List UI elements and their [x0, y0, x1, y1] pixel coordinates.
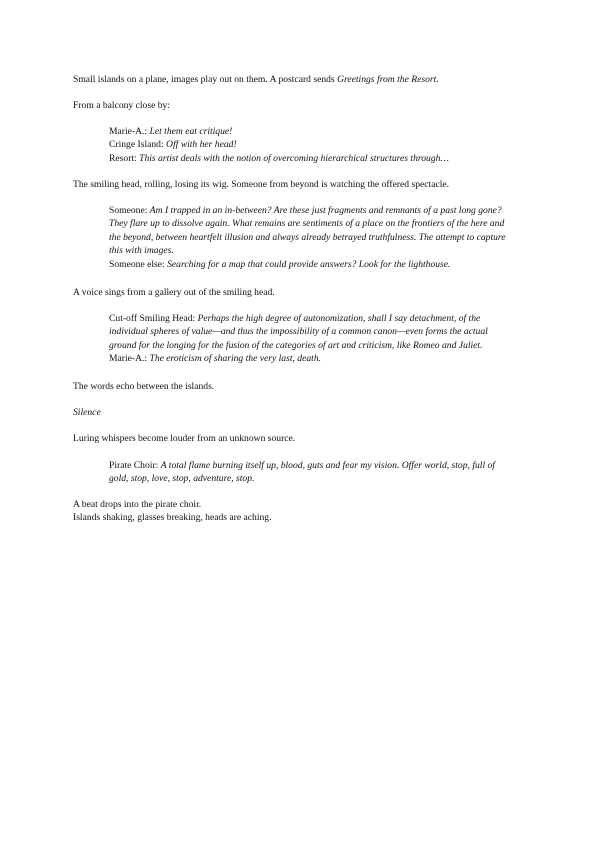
dialogue-line — [109, 312, 480, 325]
text: . — [436, 74, 439, 85]
dialogue-line — [109, 125, 232, 138]
speech: individual spheres of value—and thus the impossibility of a common canon—even forms the actual — [109, 326, 488, 337]
speaker: Marie-A.: — [109, 126, 150, 137]
speaker: Marie-A.: — [109, 353, 150, 364]
speaker: Cringe Island: — [109, 139, 167, 150]
dialogue-line — [109, 459, 495, 472]
dialogue-line — [109, 204, 502, 217]
speech: A total flame burning itself up, blood, guts and fear my vision. Offer world, stop, full of — [160, 460, 495, 471]
speech: Searching for a map that could provide answers? Look for the lighthouse. — [167, 259, 451, 270]
speech: Perhaps the high degree of autonomization, shall I say detachment, of the — [197, 313, 481, 324]
speech: this with images. — [109, 245, 174, 256]
speech-continued — [109, 472, 254, 485]
paragraph: Luring whispers become louder from an unknown source. — [73, 433, 296, 444]
dialogue-line — [109, 352, 321, 365]
dialogue-line — [109, 152, 449, 165]
speech-continued — [109, 244, 174, 257]
italic-text: Greetings from the Resort — [337, 74, 437, 85]
speech-continued — [109, 325, 488, 338]
italic-text: Silence — [73, 407, 101, 418]
paragraph: From a balcony close by: — [73, 100, 170, 111]
speech-continued — [109, 217, 504, 230]
speech-continued — [109, 339, 483, 352]
speech: The eroticism of sharing the very last, death. — [149, 353, 322, 364]
paragraph: The words echo between the islands. — [73, 381, 215, 392]
paragraph: A voice sings from a gallery out of the smiling head. — [73, 287, 275, 298]
paragraph — [73, 73, 439, 86]
speech: Am I trapped in an in-between? Are these just fragments and remnants of a past long gone? — [149, 205, 502, 216]
paragraph: Islands shaking, glasses breaking, heads are aching. — [73, 512, 272, 523]
speech: ground for the longing for the fusion of the categories of art and criticism, like Romeo and Juliet. — [109, 340, 483, 351]
speech: They flare up to dissolve again. What remains are sentiments of a place on the frontiers of the here and — [109, 218, 505, 229]
text: Small islands on a plane, images play out on them. A postcard sends — [73, 74, 338, 85]
paragraph: A beat drops into the pirate choir. — [73, 499, 202, 510]
speaker: Resort: — [109, 153, 140, 164]
dialogue-line — [109, 138, 237, 151]
speech: gold, stop, love, stop, adventure, stop. — [109, 473, 255, 484]
dialogue-line — [109, 258, 450, 271]
speech-continued — [109, 231, 506, 244]
speech: the beyond, between heartfelt illusion and always already betrayed truthfulness. The attempt to capture — [109, 232, 506, 243]
paragraph: The smiling head, rolling, losing its wig. Someone from beyond is watching the offered spectacle. — [73, 179, 450, 190]
speaker: Pirate Choir: — [109, 460, 161, 471]
speaker: Cut-off Smiling Head: — [109, 313, 198, 324]
paragraph-italic — [73, 406, 101, 419]
speaker: Someone: — [109, 205, 150, 216]
speech: Off with her head! — [166, 139, 237, 150]
speech: This artist deals with the notion of overcoming hierarchical structures through… — [139, 153, 449, 164]
speech: Let them eat critique! — [149, 126, 233, 137]
speaker: Someone else: — [109, 259, 168, 270]
